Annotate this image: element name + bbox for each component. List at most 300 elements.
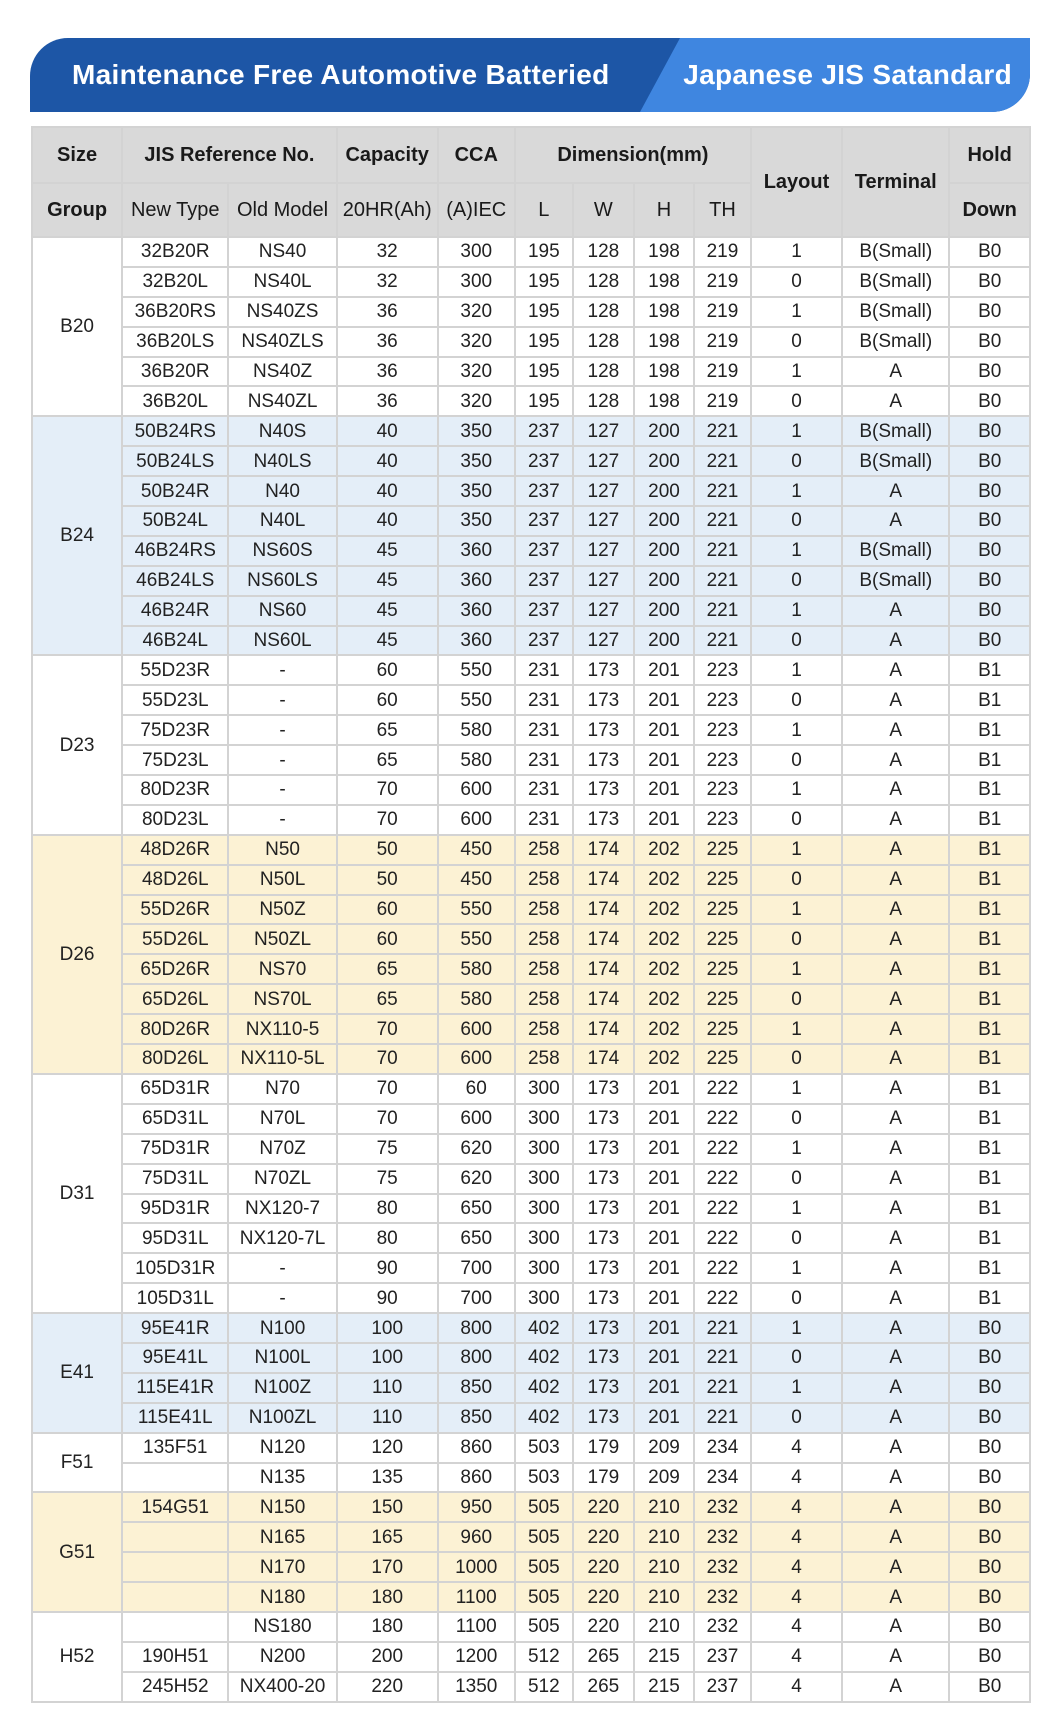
- cell-dim-h: 201: [634, 805, 694, 835]
- table-row: [32, 1223, 1030, 1253]
- cell-cca: 1200: [438, 1642, 515, 1672]
- table-row: [32, 626, 1030, 656]
- cell-layout: 1: [751, 1074, 842, 1104]
- cell-new-type: 50B24R: [122, 476, 228, 506]
- cell-terminal: B(Small): [842, 536, 949, 566]
- cell-cca: 850: [438, 1403, 515, 1433]
- cell-old-model: N135: [228, 1463, 336, 1493]
- cell-terminal: A: [842, 1582, 949, 1612]
- cell-terminal: A: [842, 1373, 949, 1403]
- cell-new-type: 75D23R: [122, 715, 228, 745]
- cell-new-type: 105D31L: [122, 1283, 228, 1313]
- cell-capacity: 40: [337, 416, 438, 446]
- cell-dim-w: 174: [573, 924, 634, 954]
- cell-layout: 0: [751, 865, 842, 895]
- cell-terminal: A: [842, 1194, 949, 1224]
- cell-dim-th: 237: [694, 1672, 751, 1702]
- cell-new-type: 80D23R: [122, 775, 228, 805]
- cell-hold-down: B0: [949, 1343, 1030, 1373]
- cell-cca: 650: [438, 1194, 515, 1224]
- cell-old-model: N70L: [228, 1104, 336, 1134]
- table-row: [32, 954, 1030, 984]
- banner-subtitle: Japanese JIS Satandard: [683, 59, 1012, 90]
- cell-new-type: 32B20R: [122, 237, 228, 267]
- cell-capacity: 110: [337, 1403, 438, 1433]
- cell-dim-th: 219: [694, 267, 751, 297]
- cell-hold-down: B1: [949, 1253, 1030, 1283]
- cell-terminal: A: [842, 1672, 949, 1702]
- cell-layout: 0: [751, 566, 842, 596]
- group-cell: E41: [32, 1313, 122, 1433]
- table-row: [32, 1343, 1030, 1373]
- cell-dim-l: 237: [515, 566, 573, 596]
- cell-cca: 320: [438, 357, 515, 387]
- cell-old-model: N70Z: [228, 1134, 336, 1164]
- cell-dim-h: 201: [634, 1313, 694, 1343]
- group-cell: B24: [32, 416, 122, 655]
- cell-hold-down: B0: [949, 1313, 1030, 1343]
- cell-terminal: A: [842, 685, 949, 715]
- cell-dim-th: 219: [694, 327, 751, 357]
- cell-dim-w: 174: [573, 895, 634, 925]
- cell-cca: 350: [438, 506, 515, 536]
- cell-cca: 60: [438, 1074, 515, 1104]
- cell-new-type: 80D26L: [122, 1044, 228, 1074]
- header-capacity-sub: 20HR(Ah): [337, 183, 438, 237]
- cell-cca: 360: [438, 566, 515, 596]
- cell-dim-th: 225: [694, 835, 751, 865]
- cell-layout: 0: [751, 924, 842, 954]
- cell-new-type: 115E41L: [122, 1403, 228, 1433]
- cell-dim-th: 234: [694, 1463, 751, 1493]
- cell-dim-th: 225: [694, 1044, 751, 1074]
- cell-old-model: NS60: [228, 596, 336, 626]
- cell-dim-h: 200: [634, 416, 694, 446]
- cell-hold-down: B0: [949, 566, 1030, 596]
- cell-dim-th: 222: [694, 1194, 751, 1224]
- cell-dim-th: 234: [694, 1433, 751, 1463]
- cell-new-type: 36B20L: [122, 386, 228, 416]
- cell-capacity: 60: [337, 655, 438, 685]
- cell-dim-h: 202: [634, 1014, 694, 1044]
- cell-terminal: A: [842, 865, 949, 895]
- cell-layout: 4: [751, 1552, 842, 1582]
- cell-capacity: 70: [337, 1014, 438, 1044]
- cell-layout: 1: [751, 835, 842, 865]
- cell-old-model: NX400-20: [228, 1672, 336, 1702]
- cell-new-type: 55D23L: [122, 685, 228, 715]
- table-row: [32, 715, 1030, 745]
- cell-capacity: 110: [337, 1373, 438, 1403]
- table-row: [32, 267, 1030, 297]
- cell-old-model: NX110-5: [228, 1014, 336, 1044]
- cell-terminal: A: [842, 1612, 949, 1642]
- table-row: [32, 865, 1030, 895]
- cell-dim-th: 222: [694, 1074, 751, 1104]
- cell-dim-th: 221: [694, 536, 751, 566]
- cell-dim-l: 195: [515, 237, 573, 267]
- cell-hold-down: B1: [949, 1014, 1030, 1044]
- cell-terminal: B(Small): [842, 327, 949, 357]
- battery-spec-table-wrapper: [31, 126, 1031, 1703]
- cell-dim-l: 300: [515, 1074, 573, 1104]
- cell-terminal: A: [842, 805, 949, 835]
- cell-new-type: 95D31L: [122, 1223, 228, 1253]
- cell-old-model: N100: [228, 1313, 336, 1343]
- cell-dim-w: 179: [573, 1463, 634, 1493]
- cell-dim-w: 128: [573, 297, 634, 327]
- cell-new-type: 36B20R: [122, 357, 228, 387]
- cell-layout: 1: [751, 775, 842, 805]
- group-cell: B20: [32, 237, 122, 416]
- cell-layout: 1: [751, 895, 842, 925]
- cell-capacity: 70: [337, 775, 438, 805]
- cell-cca: 450: [438, 865, 515, 895]
- cell-hold-down: B0: [949, 1463, 1030, 1493]
- cell-dim-l: 258: [515, 1044, 573, 1074]
- cell-layout: 4: [751, 1433, 842, 1463]
- cell-dim-l: 195: [515, 327, 573, 357]
- cell-cca: 300: [438, 237, 515, 267]
- cell-hold-down: B1: [949, 954, 1030, 984]
- cell-layout: 1: [751, 1313, 842, 1343]
- cell-hold-down: B1: [949, 924, 1030, 954]
- table-row: [32, 536, 1030, 566]
- group-cell: D31: [32, 1074, 122, 1313]
- cell-layout: 0: [751, 1164, 842, 1194]
- cell-cca: 550: [438, 685, 515, 715]
- cell-dim-h: 201: [634, 1283, 694, 1313]
- cell-dim-h: 198: [634, 237, 694, 267]
- cell-dim-l: 231: [515, 715, 573, 745]
- banner-title: Maintenance Free Automotive Batteried: [72, 59, 610, 90]
- cell-terminal: A: [842, 386, 949, 416]
- cell-layout: 0: [751, 1104, 842, 1134]
- cell-terminal: A: [842, 1134, 949, 1164]
- cell-terminal: A: [842, 1074, 949, 1104]
- cell-dim-h: 200: [634, 476, 694, 506]
- cell-capacity: 65: [337, 745, 438, 775]
- cell-new-type: 95E41R: [122, 1313, 228, 1343]
- cell-dim-l: 237: [515, 596, 573, 626]
- cell-cca: 1100: [438, 1612, 515, 1642]
- cell-dim-l: 300: [515, 1283, 573, 1313]
- table-row: [32, 1582, 1030, 1612]
- table-row: [32, 297, 1030, 327]
- cell-terminal: A: [842, 1552, 949, 1582]
- cell-hold-down: B0: [949, 1642, 1030, 1672]
- cell-cca: 320: [438, 386, 515, 416]
- cell-dim-w: 173: [573, 805, 634, 835]
- cell-terminal: A: [842, 1253, 949, 1283]
- cell-capacity: 120: [337, 1433, 438, 1463]
- cell-layout: 0: [751, 506, 842, 536]
- cell-capacity: 100: [337, 1313, 438, 1343]
- cell-dim-l: 505: [515, 1552, 573, 1582]
- cell-old-model: N40L: [228, 506, 336, 536]
- cell-old-model: N100ZL: [228, 1403, 336, 1433]
- cell-cca: 800: [438, 1343, 515, 1373]
- cell-capacity: 165: [337, 1522, 438, 1552]
- table-row: [32, 1194, 1030, 1224]
- cell-layout: 0: [751, 984, 842, 1014]
- cell-terminal: A: [842, 1343, 949, 1373]
- cell-dim-w: 220: [573, 1492, 634, 1522]
- cell-old-model: N50L: [228, 865, 336, 895]
- cell-dim-l: 195: [515, 386, 573, 416]
- cell-dim-h: 209: [634, 1463, 694, 1493]
- cell-new-type: 46B24R: [122, 596, 228, 626]
- cell-capacity: 40: [337, 506, 438, 536]
- cell-dim-th: 221: [694, 566, 751, 596]
- cell-dim-h: 200: [634, 566, 694, 596]
- cell-hold-down: B1: [949, 1164, 1030, 1194]
- cell-old-model: N40: [228, 476, 336, 506]
- cell-dim-th: 221: [694, 446, 751, 476]
- cell-dim-th: 225: [694, 865, 751, 895]
- cell-hold-down: B0: [949, 596, 1030, 626]
- cell-dim-l: 231: [515, 775, 573, 805]
- cell-dim-th: 232: [694, 1522, 751, 1552]
- cell-dim-l: 505: [515, 1492, 573, 1522]
- cell-new-type: [122, 1552, 228, 1582]
- header-dimension: Dimension(mm): [515, 127, 751, 183]
- header-layout: Layout: [751, 127, 842, 237]
- cell-cca: 550: [438, 655, 515, 685]
- cell-dim-th: 223: [694, 775, 751, 805]
- cell-layout: 0: [751, 1283, 842, 1313]
- cell-hold-down: B0: [949, 416, 1030, 446]
- cell-layout: 1: [751, 1194, 842, 1224]
- cell-hold-down: B0: [949, 1433, 1030, 1463]
- cell-dim-h: 201: [634, 715, 694, 745]
- cell-new-type: 48D26L: [122, 865, 228, 895]
- cell-capacity: 180: [337, 1612, 438, 1642]
- cell-dim-th: 221: [694, 476, 751, 506]
- table-row: [32, 1313, 1030, 1343]
- cell-hold-down: B0: [949, 1672, 1030, 1702]
- cell-terminal: A: [842, 1283, 949, 1313]
- cell-capacity: 150: [337, 1492, 438, 1522]
- cell-layout: 0: [751, 745, 842, 775]
- cell-hold-down: B0: [949, 357, 1030, 387]
- cell-dim-th: 232: [694, 1582, 751, 1612]
- cell-layout: 1: [751, 297, 842, 327]
- cell-capacity: 75: [337, 1164, 438, 1194]
- cell-layout: 1: [751, 1014, 842, 1044]
- cell-layout: 4: [751, 1582, 842, 1612]
- cell-dim-th: 221: [694, 506, 751, 536]
- cell-dim-l: 231: [515, 745, 573, 775]
- cell-dim-h: 201: [634, 1373, 694, 1403]
- cell-dim-w: 127: [573, 626, 634, 656]
- cell-new-type: [122, 1463, 228, 1493]
- cell-cca: 580: [438, 984, 515, 1014]
- table-row: [32, 416, 1030, 446]
- cell-dim-h: 210: [634, 1552, 694, 1582]
- cell-layout: 1: [751, 416, 842, 446]
- cell-cca: 860: [438, 1463, 515, 1493]
- table-row: [32, 1074, 1030, 1104]
- cell-dim-w: 127: [573, 566, 634, 596]
- cell-dim-l: 300: [515, 1164, 573, 1194]
- cell-terminal: A: [842, 954, 949, 984]
- cell-old-model: NS70L: [228, 984, 336, 1014]
- cell-capacity: 80: [337, 1194, 438, 1224]
- cell-old-model: NS40ZL: [228, 386, 336, 416]
- cell-dim-l: 402: [515, 1403, 573, 1433]
- cell-dim-w: 220: [573, 1522, 634, 1552]
- cell-dim-h: 198: [634, 357, 694, 387]
- cell-cca: 580: [438, 745, 515, 775]
- cell-capacity: 36: [337, 327, 438, 357]
- cell-dim-w: 128: [573, 357, 634, 387]
- cell-old-model: NX120-7L: [228, 1223, 336, 1253]
- cell-dim-w: 128: [573, 237, 634, 267]
- cell-dim-w: 173: [573, 1194, 634, 1224]
- cell-cca: 960: [438, 1522, 515, 1552]
- cell-dim-w: 173: [573, 1253, 634, 1283]
- cell-dim-w: 265: [573, 1642, 634, 1672]
- cell-dim-w: 174: [573, 1044, 634, 1074]
- cell-new-type: 115E41R: [122, 1373, 228, 1403]
- cell-capacity: 200: [337, 1642, 438, 1672]
- cell-hold-down: B0: [949, 1492, 1030, 1522]
- cell-hold-down: B0: [949, 297, 1030, 327]
- group-cell: D23: [32, 655, 122, 834]
- cell-new-type: 154G51: [122, 1492, 228, 1522]
- cell-terminal: A: [842, 715, 949, 745]
- cell-layout: 4: [751, 1612, 842, 1642]
- cell-dim-w: 127: [573, 536, 634, 566]
- cell-hold-down: B1: [949, 865, 1030, 895]
- cell-capacity: 50: [337, 835, 438, 865]
- cell-new-type: 55D26R: [122, 895, 228, 925]
- table-row: [32, 1612, 1030, 1642]
- cell-dim-w: 173: [573, 1283, 634, 1313]
- cell-new-type: 245H52: [122, 1672, 228, 1702]
- cell-cca: 620: [438, 1164, 515, 1194]
- cell-dim-th: 225: [694, 895, 751, 925]
- cell-cca: 600: [438, 805, 515, 835]
- cell-old-model: NS40ZLS: [228, 327, 336, 357]
- cell-terminal: B(Small): [842, 446, 949, 476]
- cell-old-model: NS70: [228, 954, 336, 984]
- cell-dim-w: 128: [573, 267, 634, 297]
- cell-cca: 360: [438, 536, 515, 566]
- cell-capacity: 36: [337, 297, 438, 327]
- cell-dim-th: 225: [694, 924, 751, 954]
- cell-dim-h: 202: [634, 954, 694, 984]
- cell-dim-h: 201: [634, 1253, 694, 1283]
- cell-layout: 1: [751, 1134, 842, 1164]
- cell-dim-w: 173: [573, 1104, 634, 1134]
- cell-hold-down: B0: [949, 1582, 1030, 1612]
- cell-capacity: 80: [337, 1223, 438, 1253]
- cell-dim-l: 258: [515, 984, 573, 1014]
- cell-hold-down: B1: [949, 835, 1030, 865]
- cell-cca: 600: [438, 1044, 515, 1074]
- table-row: [32, 1373, 1030, 1403]
- cell-new-type: 50B24L: [122, 506, 228, 536]
- cell-terminal: A: [842, 1433, 949, 1463]
- cell-dim-h: 210: [634, 1522, 694, 1552]
- cell-dim-w: 174: [573, 1014, 634, 1044]
- cell-terminal: B(Small): [842, 237, 949, 267]
- cell-dim-h: 202: [634, 895, 694, 925]
- cell-dim-h: 201: [634, 1164, 694, 1194]
- table-row: [32, 1672, 1030, 1702]
- cell-terminal: A: [842, 895, 949, 925]
- cell-layout: 0: [751, 386, 842, 416]
- cell-dim-w: 179: [573, 1433, 634, 1463]
- cell-cca: 350: [438, 446, 515, 476]
- cell-cca: 350: [438, 416, 515, 446]
- table-row: [32, 805, 1030, 835]
- cell-dim-l: 300: [515, 1253, 573, 1283]
- cell-dim-th: 223: [694, 745, 751, 775]
- cell-capacity: 70: [337, 1104, 438, 1134]
- cell-dim-l: 237: [515, 626, 573, 656]
- cell-cca: 360: [438, 626, 515, 656]
- cell-old-model: N120: [228, 1433, 336, 1463]
- cell-old-model: NS40Z: [228, 357, 336, 387]
- cell-layout: 0: [751, 1223, 842, 1253]
- header-capacity: Capacity: [337, 127, 438, 183]
- cell-terminal: A: [842, 1492, 949, 1522]
- cell-dim-w: 174: [573, 984, 634, 1014]
- cell-capacity: 45: [337, 566, 438, 596]
- cell-new-type: 65D26L: [122, 984, 228, 1014]
- cell-capacity: 90: [337, 1253, 438, 1283]
- table-row: [32, 895, 1030, 925]
- cell-hold-down: B1: [949, 1223, 1030, 1253]
- cell-dim-w: 265: [573, 1672, 634, 1702]
- cell-dim-l: 258: [515, 1014, 573, 1044]
- cell-hold-down: B1: [949, 1194, 1030, 1224]
- cell-cca: 860: [438, 1433, 515, 1463]
- table-row: [32, 476, 1030, 506]
- cell-old-model: -: [228, 805, 336, 835]
- cell-terminal: A: [842, 626, 949, 656]
- table-row: [32, 506, 1030, 536]
- cell-new-type: 46B24LS: [122, 566, 228, 596]
- cell-capacity: 75: [337, 1134, 438, 1164]
- cell-dim-l: 231: [515, 685, 573, 715]
- cell-dim-h: 201: [634, 1104, 694, 1134]
- cell-new-type: [122, 1582, 228, 1612]
- table-row: [32, 596, 1030, 626]
- cell-dim-th: 221: [694, 626, 751, 656]
- cell-dim-th: 221: [694, 1313, 751, 1343]
- table-row: [32, 566, 1030, 596]
- cell-dim-w: 173: [573, 1373, 634, 1403]
- cell-layout: 4: [751, 1463, 842, 1493]
- cell-layout: 0: [751, 685, 842, 715]
- cell-hold-down: B0: [949, 626, 1030, 656]
- cell-cca: 580: [438, 715, 515, 745]
- cell-new-type: 50B24LS: [122, 446, 228, 476]
- cell-dim-l: 300: [515, 1223, 573, 1253]
- cell-terminal: B(Small): [842, 297, 949, 327]
- cell-dim-h: 201: [634, 1343, 694, 1373]
- cell-dim-w: 220: [573, 1582, 634, 1612]
- cell-hold-down: B1: [949, 895, 1030, 925]
- cell-hold-down: B1: [949, 745, 1030, 775]
- header-dim-w: W: [573, 183, 634, 237]
- cell-dim-th: 222: [694, 1283, 751, 1313]
- cell-new-type: 135F51: [122, 1433, 228, 1463]
